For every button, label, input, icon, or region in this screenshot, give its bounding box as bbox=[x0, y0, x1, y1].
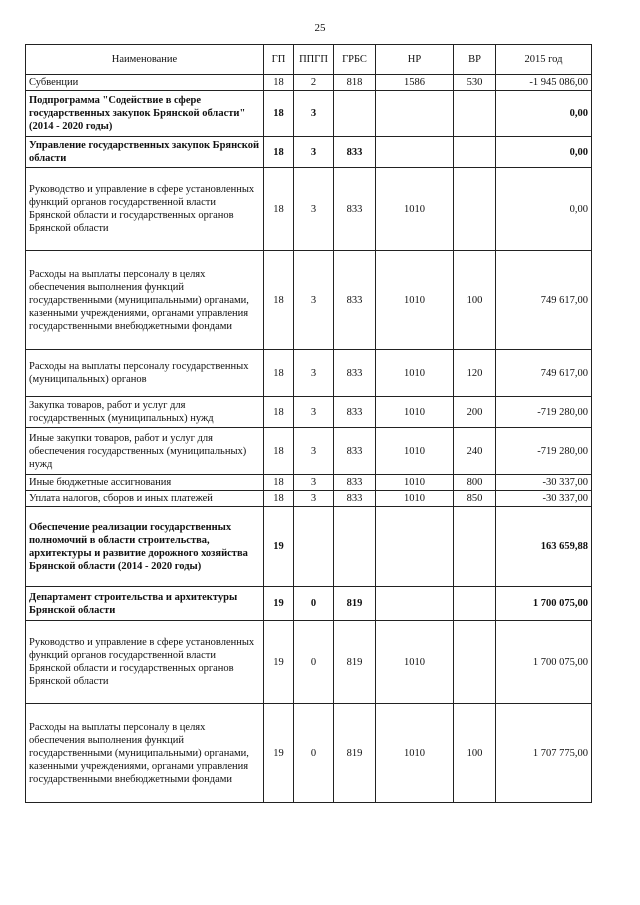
row-amount-cell: 0,00 bbox=[496, 168, 592, 251]
row-ppgp-cell: 3 bbox=[294, 428, 334, 475]
row-ppgp-cell bbox=[294, 507, 334, 587]
row-ppgp-cell: 3 bbox=[294, 491, 334, 507]
row-name-cell: Департамент строительства и архитектуры Брянской области bbox=[26, 587, 264, 621]
row-amount-cell: 1 700 075,00 bbox=[496, 587, 592, 621]
table-row bbox=[26, 587, 592, 621]
row-nr-cell: 1010 bbox=[376, 475, 454, 491]
table-row bbox=[26, 507, 592, 587]
row-vr-cell: 800 bbox=[454, 475, 496, 491]
row-grbs-cell bbox=[334, 91, 376, 137]
row-ppgp-cell: 3 bbox=[294, 475, 334, 491]
table-row bbox=[26, 704, 592, 803]
row-gp-cell: 19 bbox=[264, 704, 294, 803]
row-ppgp-cell: 0 bbox=[294, 621, 334, 704]
row-amount-cell: 163 659,88 bbox=[496, 507, 592, 587]
table-row bbox=[26, 75, 592, 91]
row-grbs-cell: 833 bbox=[334, 475, 376, 491]
row-name-cell: Расходы на выплаты персоналу государственных (муниципальных) органов bbox=[26, 350, 264, 397]
row-gp-cell: 18 bbox=[264, 91, 294, 137]
row-gp-cell: 18 bbox=[264, 397, 294, 428]
row-vr-cell: 530 bbox=[454, 75, 496, 91]
row-vr-cell: 100 bbox=[454, 704, 496, 803]
table-row bbox=[26, 491, 592, 507]
row-vr-cell bbox=[454, 621, 496, 704]
row-grbs-cell: 819 bbox=[334, 587, 376, 621]
row-grbs-cell: 833 bbox=[334, 428, 376, 475]
row-nr-cell: 1010 bbox=[376, 621, 454, 704]
row-name-cell: Уплата налогов, сборов и иных платежей bbox=[26, 491, 264, 507]
row-nr-cell: 1010 bbox=[376, 350, 454, 397]
row-gp-cell: 18 bbox=[264, 491, 294, 507]
row-gp-cell: 18 bbox=[264, 475, 294, 491]
row-nr-cell: 1010 bbox=[376, 704, 454, 803]
row-nr-cell: 1010 bbox=[376, 397, 454, 428]
table-header-row bbox=[26, 45, 592, 75]
row-amount-cell: -1 945 086,00 bbox=[496, 75, 592, 91]
row-gp-cell: 19 bbox=[264, 587, 294, 621]
table-row bbox=[26, 397, 592, 428]
row-gp-cell: 18 bbox=[264, 168, 294, 251]
table-row bbox=[26, 137, 592, 168]
row-name-cell: Иные бюджетные ассигнования bbox=[26, 475, 264, 491]
row-ppgp-cell: 0 bbox=[294, 704, 334, 803]
row-name-cell: Иные закупки товаров, работ и услуг для обеспечения государственных (муниципальных) нужд bbox=[26, 428, 264, 475]
row-nr-cell bbox=[376, 587, 454, 621]
row-amount-cell: 0,00 bbox=[496, 91, 592, 137]
row-nr-cell: 1010 bbox=[376, 251, 454, 350]
page-number: 25 bbox=[314, 22, 326, 34]
row-name-cell: Расходы на выплаты персоналу в целях обеспечения выполнения функций государственными (муниципальными) органами, казенными учреждениями, органами управления государственными внебюджетными фондами bbox=[26, 251, 264, 350]
row-nr-cell bbox=[376, 137, 454, 168]
row-grbs-cell: 833 bbox=[334, 491, 376, 507]
row-gp-cell: 19 bbox=[264, 621, 294, 704]
row-grbs-cell: 833 bbox=[334, 137, 376, 168]
row-vr-cell bbox=[454, 587, 496, 621]
row-ppgp-cell: 3 bbox=[294, 397, 334, 428]
table-row bbox=[26, 428, 592, 475]
row-vr-cell bbox=[454, 137, 496, 168]
row-gp-cell: 18 bbox=[264, 75, 294, 91]
row-name-cell: Расходы на выплаты персоналу в целях обеспечения выполнения функций государственными (муниципальными) органами, казенными учреждениями, органами управления государственными внебюджетными фондами bbox=[26, 704, 264, 803]
row-grbs-cell: 819 bbox=[334, 621, 376, 704]
row-vr-cell bbox=[454, 91, 496, 137]
row-grbs-cell: 833 bbox=[334, 168, 376, 251]
row-gp-cell: 19 bbox=[264, 507, 294, 587]
row-grbs-cell: 833 bbox=[334, 251, 376, 350]
row-vr-cell: 100 bbox=[454, 251, 496, 350]
row-ppgp-cell: 3 bbox=[294, 251, 334, 350]
row-vr-cell: 120 bbox=[454, 350, 496, 397]
row-vr-cell: 200 bbox=[454, 397, 496, 428]
row-amount-cell: 1 707 775,00 bbox=[496, 704, 592, 803]
row-name-cell: Закупка товаров, работ и услуг для государственных (муниципальных) нужд bbox=[26, 397, 264, 428]
row-name-cell: Подпрограмма "Содействие в сфере государственных закупок Брянской области" (2014 - 2020 годы) bbox=[26, 91, 264, 137]
header-vr: ВР bbox=[454, 45, 496, 75]
row-name-cell: Руководство и управление в сфере установленных функций органов государственной власти Брянской области и государственных органов Брянской области bbox=[26, 621, 264, 704]
row-amount-cell: 1 700 075,00 bbox=[496, 621, 592, 704]
row-amount-cell: 0,00 bbox=[496, 137, 592, 168]
row-gp-cell: 18 bbox=[264, 428, 294, 475]
row-vr-cell bbox=[454, 507, 496, 587]
row-ppgp-cell: 3 bbox=[294, 91, 334, 137]
row-ppgp-cell: 3 bbox=[294, 168, 334, 251]
row-amount-cell: -719 280,00 bbox=[496, 397, 592, 428]
row-nr-cell: 1586 bbox=[376, 75, 454, 91]
row-gp-cell: 18 bbox=[264, 350, 294, 397]
row-gp-cell: 18 bbox=[264, 137, 294, 168]
header-ppgp: ППГП bbox=[294, 45, 334, 75]
row-name-cell: Обеспечение реализации государственных полномочий в области строительства, архитектуры и развитие дорожного хозяйства Брянской области (2014 - 2020 годы) bbox=[26, 507, 264, 587]
row-name-cell: Субвенции bbox=[26, 75, 264, 91]
row-amount-cell: -30 337,00 bbox=[496, 475, 592, 491]
row-grbs-cell: 818 bbox=[334, 75, 376, 91]
row-nr-cell: 1010 bbox=[376, 428, 454, 475]
row-amount-cell: -719 280,00 bbox=[496, 428, 592, 475]
header-grbs: ГРБС bbox=[334, 45, 376, 75]
header-gp: ГП bbox=[264, 45, 294, 75]
row-nr-cell bbox=[376, 91, 454, 137]
row-ppgp-cell: 2 bbox=[294, 75, 334, 91]
budget-table bbox=[25, 44, 592, 803]
table-row bbox=[26, 91, 592, 137]
row-nr-cell: 1010 bbox=[376, 168, 454, 251]
table-row bbox=[26, 251, 592, 350]
row-grbs-cell bbox=[334, 507, 376, 587]
row-grbs-cell: 819 bbox=[334, 704, 376, 803]
row-amount-cell: 749 617,00 bbox=[496, 350, 592, 397]
row-ppgp-cell: 3 bbox=[294, 350, 334, 397]
row-vr-cell bbox=[454, 168, 496, 251]
row-ppgp-cell: 0 bbox=[294, 587, 334, 621]
table-row bbox=[26, 475, 592, 491]
table-row bbox=[26, 350, 592, 397]
header-name: Наименование bbox=[26, 45, 264, 75]
row-ppgp-cell: 3 bbox=[294, 137, 334, 168]
row-name-cell: Руководство и управление в сфере установленных функций органов государственной власти Брянской области и государственных органов Брянской области bbox=[26, 168, 264, 251]
row-name-cell: Управление государственных закупок Брянской области bbox=[26, 137, 264, 168]
header-year: 2015 год bbox=[496, 45, 592, 75]
row-gp-cell: 18 bbox=[264, 251, 294, 350]
row-nr-cell bbox=[376, 507, 454, 587]
table-row bbox=[26, 621, 592, 704]
row-vr-cell: 850 bbox=[454, 491, 496, 507]
row-grbs-cell: 833 bbox=[334, 350, 376, 397]
row-nr-cell: 1010 bbox=[376, 491, 454, 507]
row-amount-cell: -30 337,00 bbox=[496, 491, 592, 507]
row-vr-cell: 240 bbox=[454, 428, 496, 475]
row-grbs-cell: 833 bbox=[334, 397, 376, 428]
table-row bbox=[26, 168, 592, 251]
header-nr: НР bbox=[376, 45, 454, 75]
row-amount-cell: 749 617,00 bbox=[496, 251, 592, 350]
